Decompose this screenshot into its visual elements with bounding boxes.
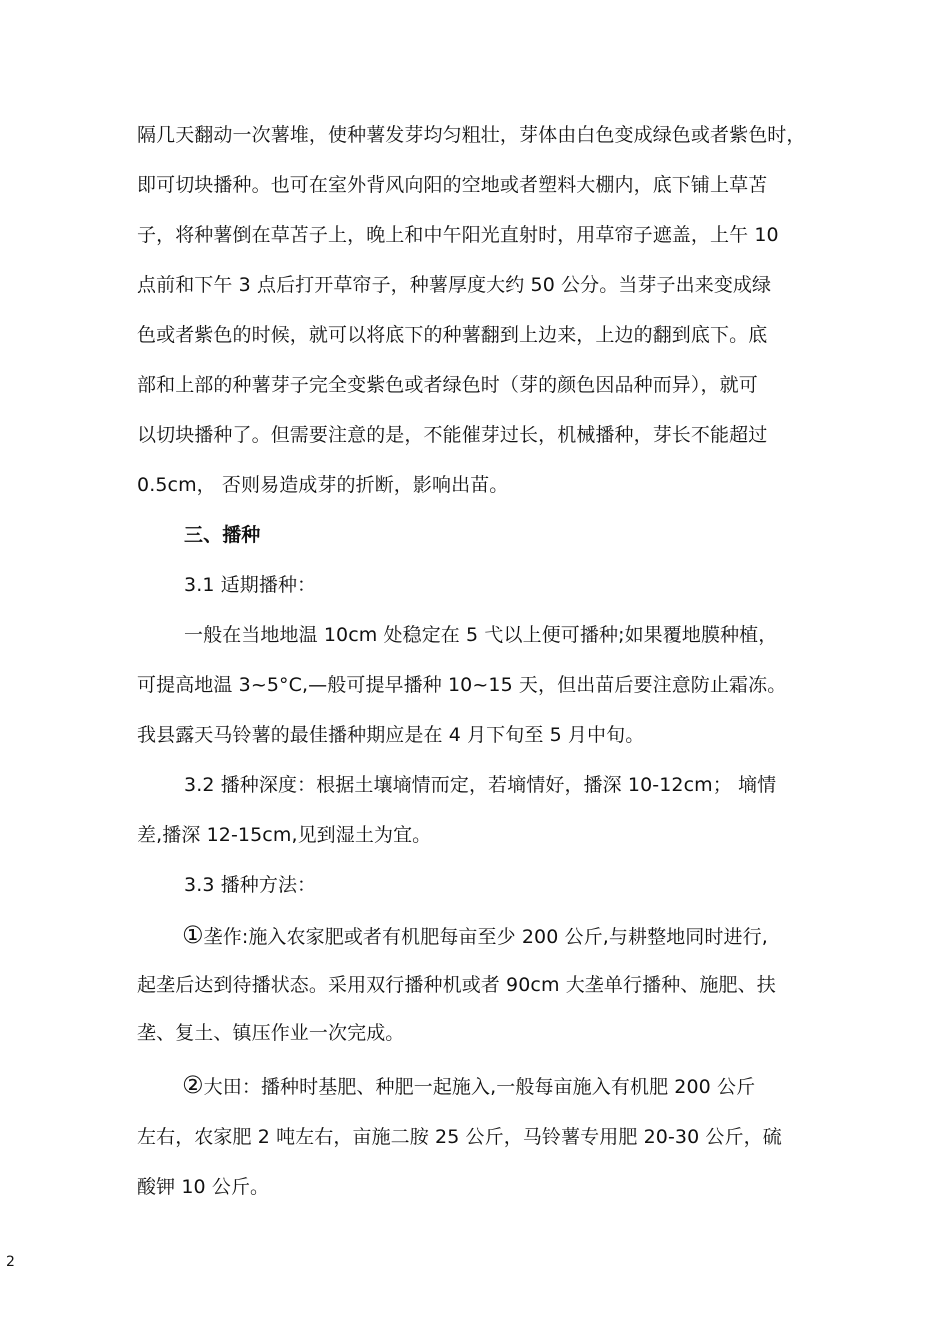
text-line-13: 我县露天马铃薯的最佳播种期应是在 4 月下旬至 5 月中旬。 xyxy=(137,724,645,746)
text-line-4: 点前和下午 3 点后打开草帘子，种薯厚度大约 50 公分。当芽子出来变成绿 xyxy=(137,274,772,296)
text-line-8: 0.5cm， 否则易造成芽的折断，影响出苗。 xyxy=(137,474,509,496)
text-line-19: 垄、复土、镇压作业一次完成。 xyxy=(137,1022,405,1044)
text-line-11: 一般在当地地温 10cm 处稳定在 5 弋以上便可播种;如果覆地膜种植， xyxy=(184,624,778,646)
text-line-2: 即可切块播种。也可在室外背风向阳的空地或者塑料大棚内，底下铺上草苫 xyxy=(137,174,768,196)
text-line-22: 酸钾 10 公斤。 xyxy=(137,1176,270,1198)
item-field-text: 大田：播种时基肥、种肥一起施入,一般每亩施入有机肥 200 公斤 xyxy=(203,1076,756,1098)
text-line-15: 差,播深 12-15cm,见到湿土为宜。 xyxy=(137,824,432,846)
item-marker-2: ② xyxy=(182,1071,204,1099)
text-line-7: 以切块播种了。但需要注意的是，不能催芽过长，机械播种，芽长不能超过 xyxy=(137,424,768,446)
text-line-5: 色或者紫色的时候，就可以将底下的种薯翻到上边来，上边的翻到底下。底 xyxy=(137,324,768,346)
item-ridge-text: 垄作:施入农家肥或者有机肥每亩至少 200 公斤,与耕整地同时进行, xyxy=(203,926,768,948)
text-line-1: 隔几天翻动一次薯堆，使种薯发芽均匀粗壮，芽体由白色变成绿色或者紫色时， xyxy=(137,124,806,146)
text-line-21: 左右，农家肥 2 吨左右，亩施二胺 25 公斤，马铃薯专用肥 20-30 公斤，硫 xyxy=(137,1126,782,1148)
section-heading-sowing: 三、播种 xyxy=(184,524,261,546)
text-line-3: 子，将种薯倒在草苫子上，晚上和中午阳光直射时，用草帘子遮盖，上午 10 xyxy=(137,224,779,246)
item-marker-1: ① xyxy=(182,921,204,949)
text-line-18: 起垄后达到待播状态。采用双行播种机或者 90cm 大垄单行播种、施肥、扶 xyxy=(137,974,776,996)
subsection-3-2-text: 3.2 播种深度：根据土壤墒情而定，若墒情好，播深 10-12cm； 墒情 xyxy=(184,774,777,796)
subsection-3-3-title: 3.3 播种方法： xyxy=(184,874,317,896)
text-line-12: 可提高地温 3~5°C,—般可提早播种 10~15 天，但出苗后要注意防止霜冻。 xyxy=(137,674,787,696)
item-field-line xyxy=(182,1072,755,1100)
page-number: 2 xyxy=(6,1254,15,1270)
subsection-3-1-title: 3.1 适期播种： xyxy=(184,574,317,596)
text-line-6: 部和上部的种薯芽子完全变紫色或者绿色时（芽的颜色因品种而异），就可 xyxy=(137,374,758,396)
item-ridge-line xyxy=(182,922,768,950)
